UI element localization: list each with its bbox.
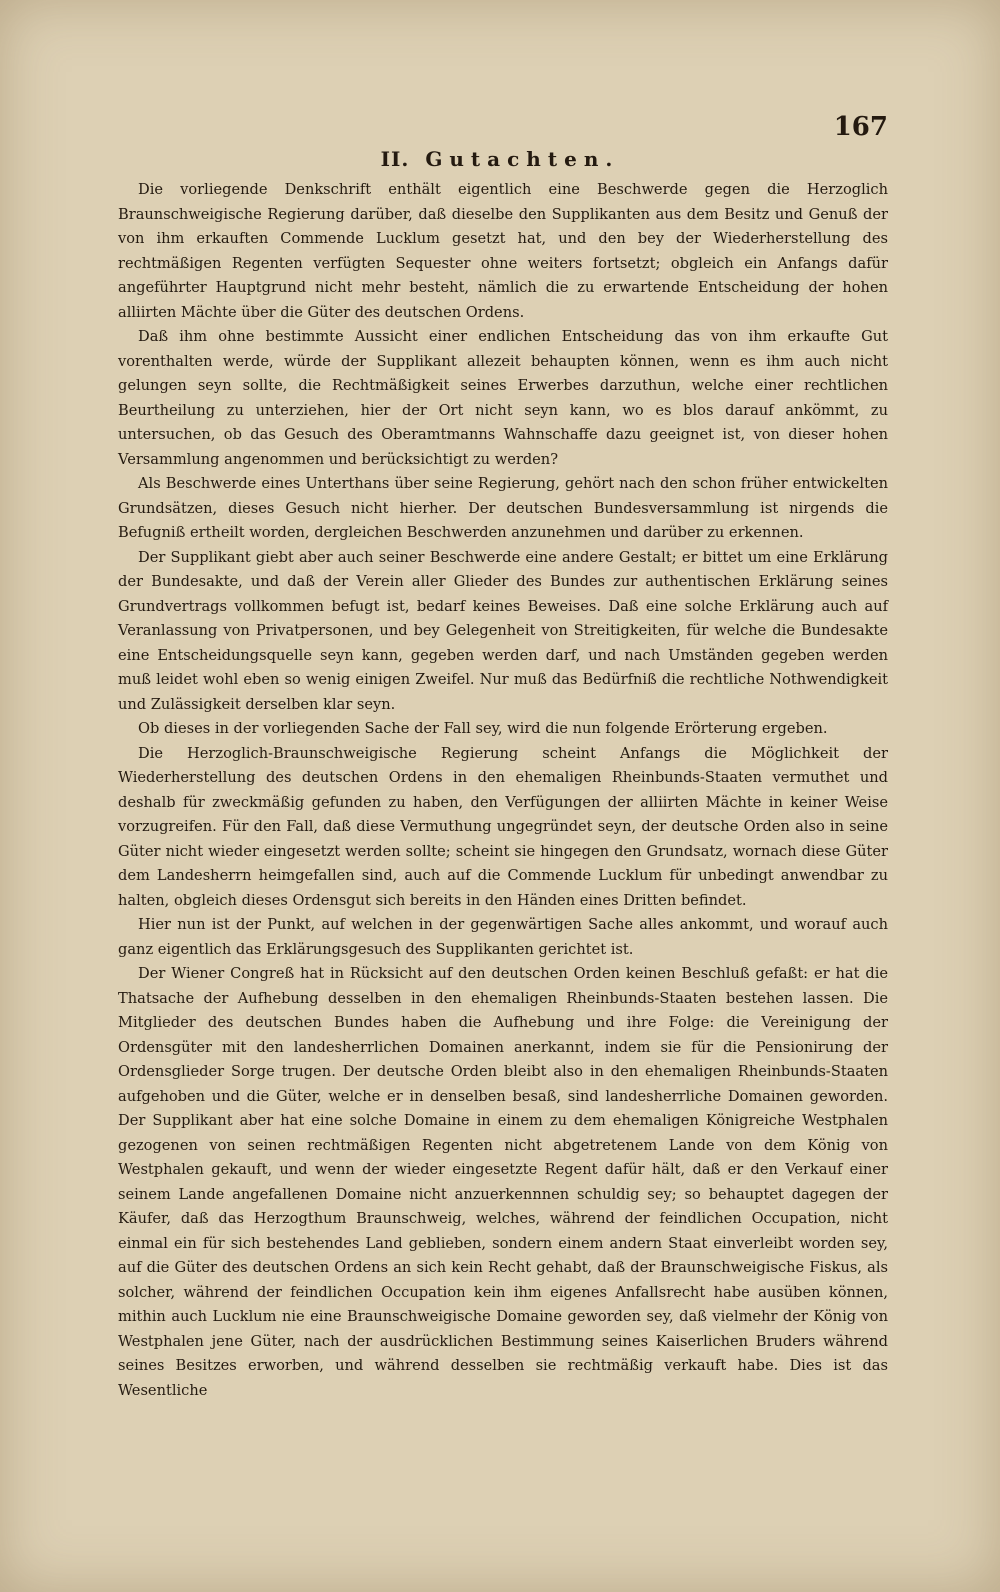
paragraph: Hier nun ist der Punkt, auf welchen in der gegenwärtigen Sache alles ankommt, und worauf auch ganz eigentlich das Erklärungsgesuch des Supplikanten gerichtet ist. [118, 916, 888, 958]
paragraph: Als Beschwerde eines Unterthans über seine Regierung, gehört nach den schon früher entwickelten Grundsätzen, dieses Gesuch nicht hierher. Der deutschen Bundesversammlung ist nirgends die Befugniß ertheilt worden, dergleichen Beschwerden anzunehmen und darüber zu erkennen. [118, 475, 888, 541]
section-numeral: II. [380, 147, 410, 171]
paragraph: Der Supplikant giebt aber auch seiner Beschwerde eine andere Gestalt; er bittet um eine Erklärung der Bundesakte, und daß der Verein aller Glieder des Bundes zur authentischen Erklärung seines Grundvertrags vollkommen befugt ist, bedarf keines Beweises. Daß eine solche Erklärung auch auf Veranlassung von Privatpersonen, und bey Gelegenheit von Streitigkeiten, für welche die Bundesakte eine Entscheidungsquelle seyn kann, gegeben werden darf, und nach Umständen gegeben werden muß leidet wohl eben so wenig einigen Zweifel. Nur muß das Bedürfniß die rechtliche Nothwendigkeit und Zulässigkeit derselben klar seyn. [118, 548, 888, 713]
section-title: Gutachten. [425, 147, 620, 171]
page-number: 167 [833, 112, 888, 142]
paragraph: Die Herzoglich-Braunschweigische Regierung scheint Anfangs die Möglichkeit der Wiederherstellung des deutschen Ordens in den ehemaligen Rheinbunds-Staaten vermuthet und deshalb für zweckmäßig gefunden zu haben, den Verfügungen der alliirten Mächte in keiner Weise vorzugreifen. Für den Fall, daß diese Vermuthung ungegründet seyn, der deutsche Orden also in seine Güter nicht wieder eingesetzt werden sollte; scheint sie hingegen den Grundsatz, wornach diese Güter dem Landesherrn heimgefallen sind, auch auf die Commende Lucklum für unbedingt anwendbar zu halten, obgleich dieses Ordensgut sich bereits in den Händen eines Dritten befindet. [118, 744, 888, 909]
paragraph: Ob dieses in der vorliegenden Sache der Fall sey, wird die nun folgende Erörterung ergeben. [138, 720, 828, 737]
paragraph: Daß ihm ohne bestimmte Aussicht einer endlichen Entscheidung das von ihm erkaufte Gut vorenthalten werde, würde der Supplikant allezeit behaupten können, wenn es ihm auch nicht gelungen seyn sollte, die Rechtmäßigkeit seines Erwerbes darzuthun, welche einer rechtlichen Beurtheilung zu unterziehen, hier der Ort nicht seyn kann, wo es blos darauf ankömmt, zu untersuchen, ob das Gesuch des Oberamtmanns Wahnschaffe dazu geeignet ist, von dieser hohen Versammlung angenommen und berücksichtigt zu werden? [118, 328, 888, 468]
paragraph: Die vorliegende Denkschrift enthält eigentlich eine Beschwerde gegen die Herzoglich Braunschweigische Regierung darüber, daß dieselbe den Supplikanten aus dem Besitz und Genuß der von ihm erkauften Commende Lucklum gesetzt hat, und den bey der Wiederherstellung des rechtmäßigen Regenten verfügten Sequester ohne weiters fortsetzt; obgleich ein Anfangs dafür angeführter Hauptgrund nicht mehr besteht, nämlich die zu erwartende Entscheidung der hohen alliirten Mächte über die Güter des deutschen Ordens. [118, 181, 888, 321]
paragraph: Der Wiener Congreß hat in Rücksicht auf den deutschen Orden keinen Beschluß gefaßt: er hat die Thatsache der Aufhebung desselben in den ehemaligen Rheinbunds-Staaten bestehen lassen. Die Mitglieder des deutschen Bundes haben die Aufhebung und ihre Folge: die Vereinigung der Ordensgüter mit den landesherrlichen Domainen anerkannt, indem sie für die Pensionirung der Ordensglieder Sorge trugen. Der deutsche Orden bleibt also in den ehemaligen Rheinbunds-Staaten aufgehoben und die Güter, welche er in denselben besaß, sind landesherrliche Domainen geworden. Der Supplikant aber hat eine solche Domaine in einem zu dem ehemaligen Königreiche Westphalen gezogenen von seinen rechtmäßigen Regenten nicht abgetretenem Lande von dem König von Westphalen gekauft, und wenn der wieder eingesetzte Regent dafür hält, daß er den Verkauf einer seinem Lande angefallenen Domaine nicht anzuerkennnen schuldig sey; so behauptet dagegen der Käufer, daß das Herzogthum Braunschweig, welches, während der feindlichen Occupation, nicht einmal ein für sich bestehendes Land geblieben, sondern einem andern Staat einverleibt worden sey, auf die Güter des deutschen Ordens an sich kein Recht gehabt, daß der Braunschweigische Fiskus, als solcher, während der feindlichen Occupation kein ihm eigenes Anfallsrecht habe ausüben können, mithin auch Lucklum nie eine Braunschweigische Domaine geworden sey, daß vielmehr der König von Westphalen jene Güter, nach der ausdrücklichen Bestimmung seines Kaiserlichen Bruders während seines Besitzes erworben, und während desselben sie rechtmäßig verkauft habe. Dies ist das Wesentliche [118, 965, 888, 1399]
section-heading [0, 147, 1000, 171]
body-text [118, 178, 888, 1403]
